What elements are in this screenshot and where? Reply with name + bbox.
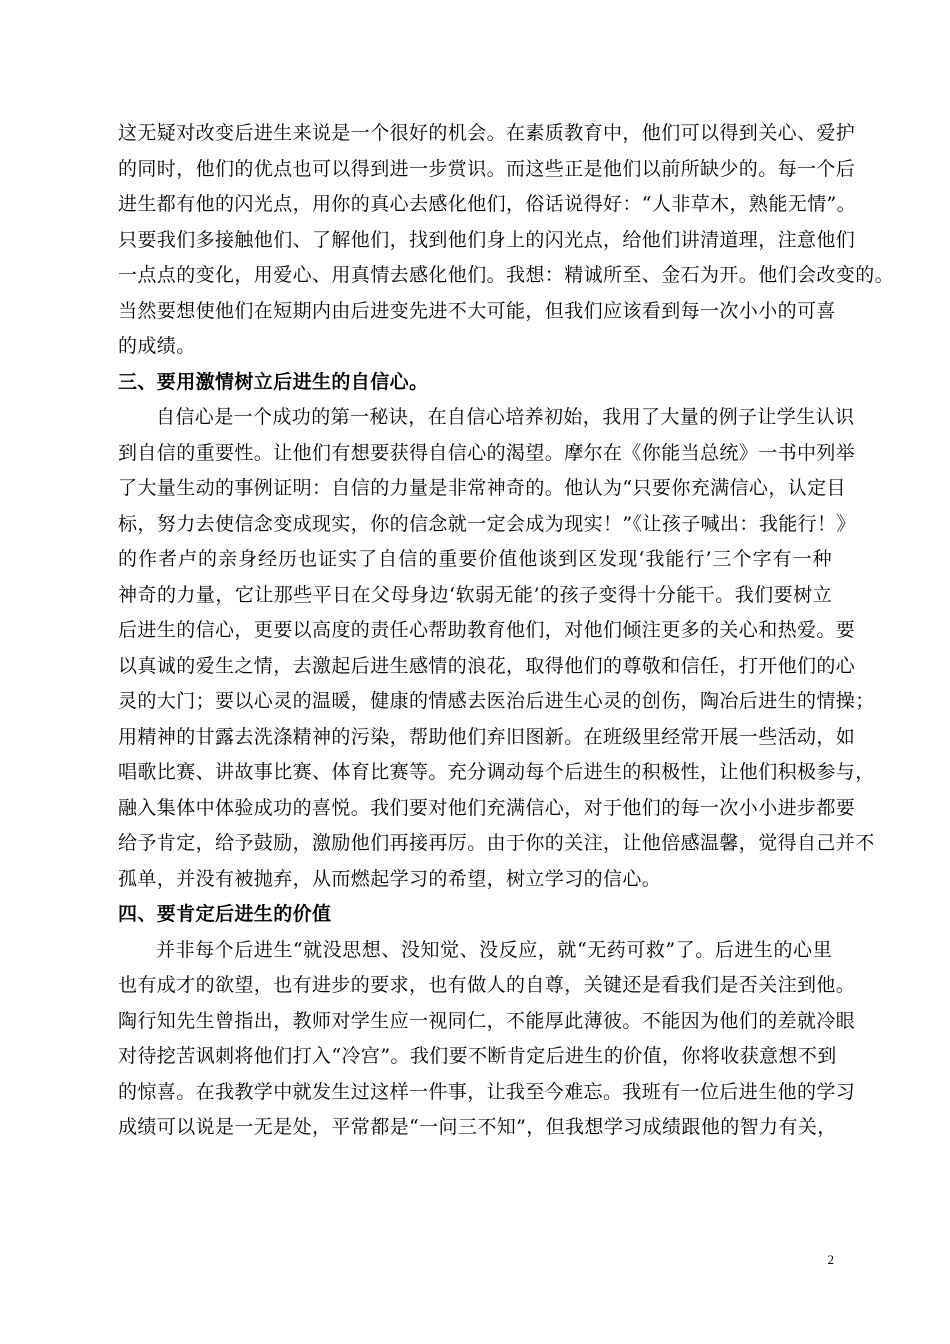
paragraph-line: 神奇的力量，它让那些平日在父母身边‘软弱无能’的孩子变得十分能干。我们要树立 <box>118 583 832 606</box>
paragraph-line: 唱歌比赛、讲故事比赛、体育比赛等。充分调动每个后进生的积极性，让他们积极参与， <box>118 761 875 783</box>
document-body <box>118 116 895 1146</box>
section-heading: 四、要肯定后进生的价值 <box>118 903 332 925</box>
paragraph-line: 对待挖苦讽刺将他们打入“冷宫”。我们要不断肯定后进生的价值，你将收获意想不到 <box>118 1045 837 1067</box>
paragraph-line: 用精神的甘露去洗涤精神的污染，帮助他们弃旧图新。在班级里经常开展一些活动，如 <box>118 725 856 748</box>
paragraph-line: 以真诚的爱生之情，去激起后进生感情的浪花，取得他们的尊敬和信任，打开他们的心 <box>118 654 856 677</box>
paragraph-line: 进生都有他的闪光点，用你的真心去感化他们，俗话说得好：“人非草木，熟能无情”。 <box>118 193 857 215</box>
paragraph-line: 孤单，并没有被抛弃，从而燃起学习的希望，树立学习的信心。 <box>118 867 662 890</box>
page-number: 2 <box>827 1252 834 1267</box>
paragraph-line: 这无疑对改变后进生来说是一个很好的机会。在素质教育中，他们可以得到关心、爱护 <box>118 122 856 144</box>
paragraph-line: 到自信的重要性。让他们有想要获得自信心的渴望。摩尔在《你能当总统》一书中列举 <box>118 441 856 464</box>
paragraph-line: 的成绩。 <box>118 335 196 357</box>
paragraph-line: 陶行知先生曾指出，教师对学生应一视同仁，不能厚此薄彼。不能因为他们的差就冷眼 <box>118 1009 856 1032</box>
paragraph-line: 的惊喜。在我教学中就发生过这样一件事，让我至今难忘。我班有一位后进生他的学习 <box>118 1080 856 1103</box>
paragraph-line: 一点点的变化，用爱心、用真情去感化他们。我想：精诚所至、金石为开。他们会改变的。 <box>118 264 895 286</box>
paragraph-line: 只要我们多接触他们、了解他们，找到他们身上的闪光点，给他们讲清道理，注意他们 <box>118 228 856 251</box>
paragraph-line: 也有成才的欲望，也有进步的要求，也有做人的自尊，关键还是看我们是否关注到他。 <box>118 974 856 996</box>
paragraph-line: 标，努力去使信念变成现实，你的信念就一定会成为现实！”《让孩子喊出：我能行！》 <box>118 512 856 535</box>
paragraph-line: 后进生的信心，更要以高度的责任心帮助教育他们，对他们倾注更多的关心和热爱。要 <box>118 619 856 641</box>
paragraph-line: 融入集体中体验成功的喜悦。我们要对他们充满信心，对于他们的每一次小小进步都要 <box>118 796 856 819</box>
paragraph-line: 的同时，他们的优点也可以得到进一步赏识。而这些正是他们以前所缺少的。每一个后 <box>118 157 856 180</box>
paragraph-line: 灵的大门；要以心灵的温暖，健康的情感去医治后进生心灵的创伤，陶冶后进生的情操； <box>118 690 875 712</box>
paragraph-line: 成绩可以说是一无是处，平常都是“一问三不知”，但我想学习成绩跟他的智力有关， <box>118 1116 837 1138</box>
paragraph-line: 自信心是一个成功的第一秘诀，在自信心培养初始，我用了大量的例子让学生认识 <box>156 406 855 428</box>
paragraph-line: 当然要想使他们在短期内由后进变先进不大可能，但我们应该看到每一次小小的可喜 <box>118 299 836 322</box>
section-heading: 三、要用激情树立后进生的自信心。 <box>118 370 429 393</box>
paragraph-line: 并非每个后进生“就没思想、没知觉、没反应，就“无药可救”了。后进生的心里 <box>156 938 832 961</box>
paragraph-line: 给予肯定，给予鼓励，激励他们再接再厉。由于你的关注，让他倍感温馨，觉得自己并不 <box>118 832 875 854</box>
paragraph-line: 了大量生动的事例证明：自信的力量是非常神奇的。他认为“只要你充满信心，认定目 <box>118 477 846 499</box>
paragraph-line: 的作者卢的亲身经历也证实了自信的重要价值他谈到区发现‘我能行’三个字有一种 <box>118 548 832 570</box>
